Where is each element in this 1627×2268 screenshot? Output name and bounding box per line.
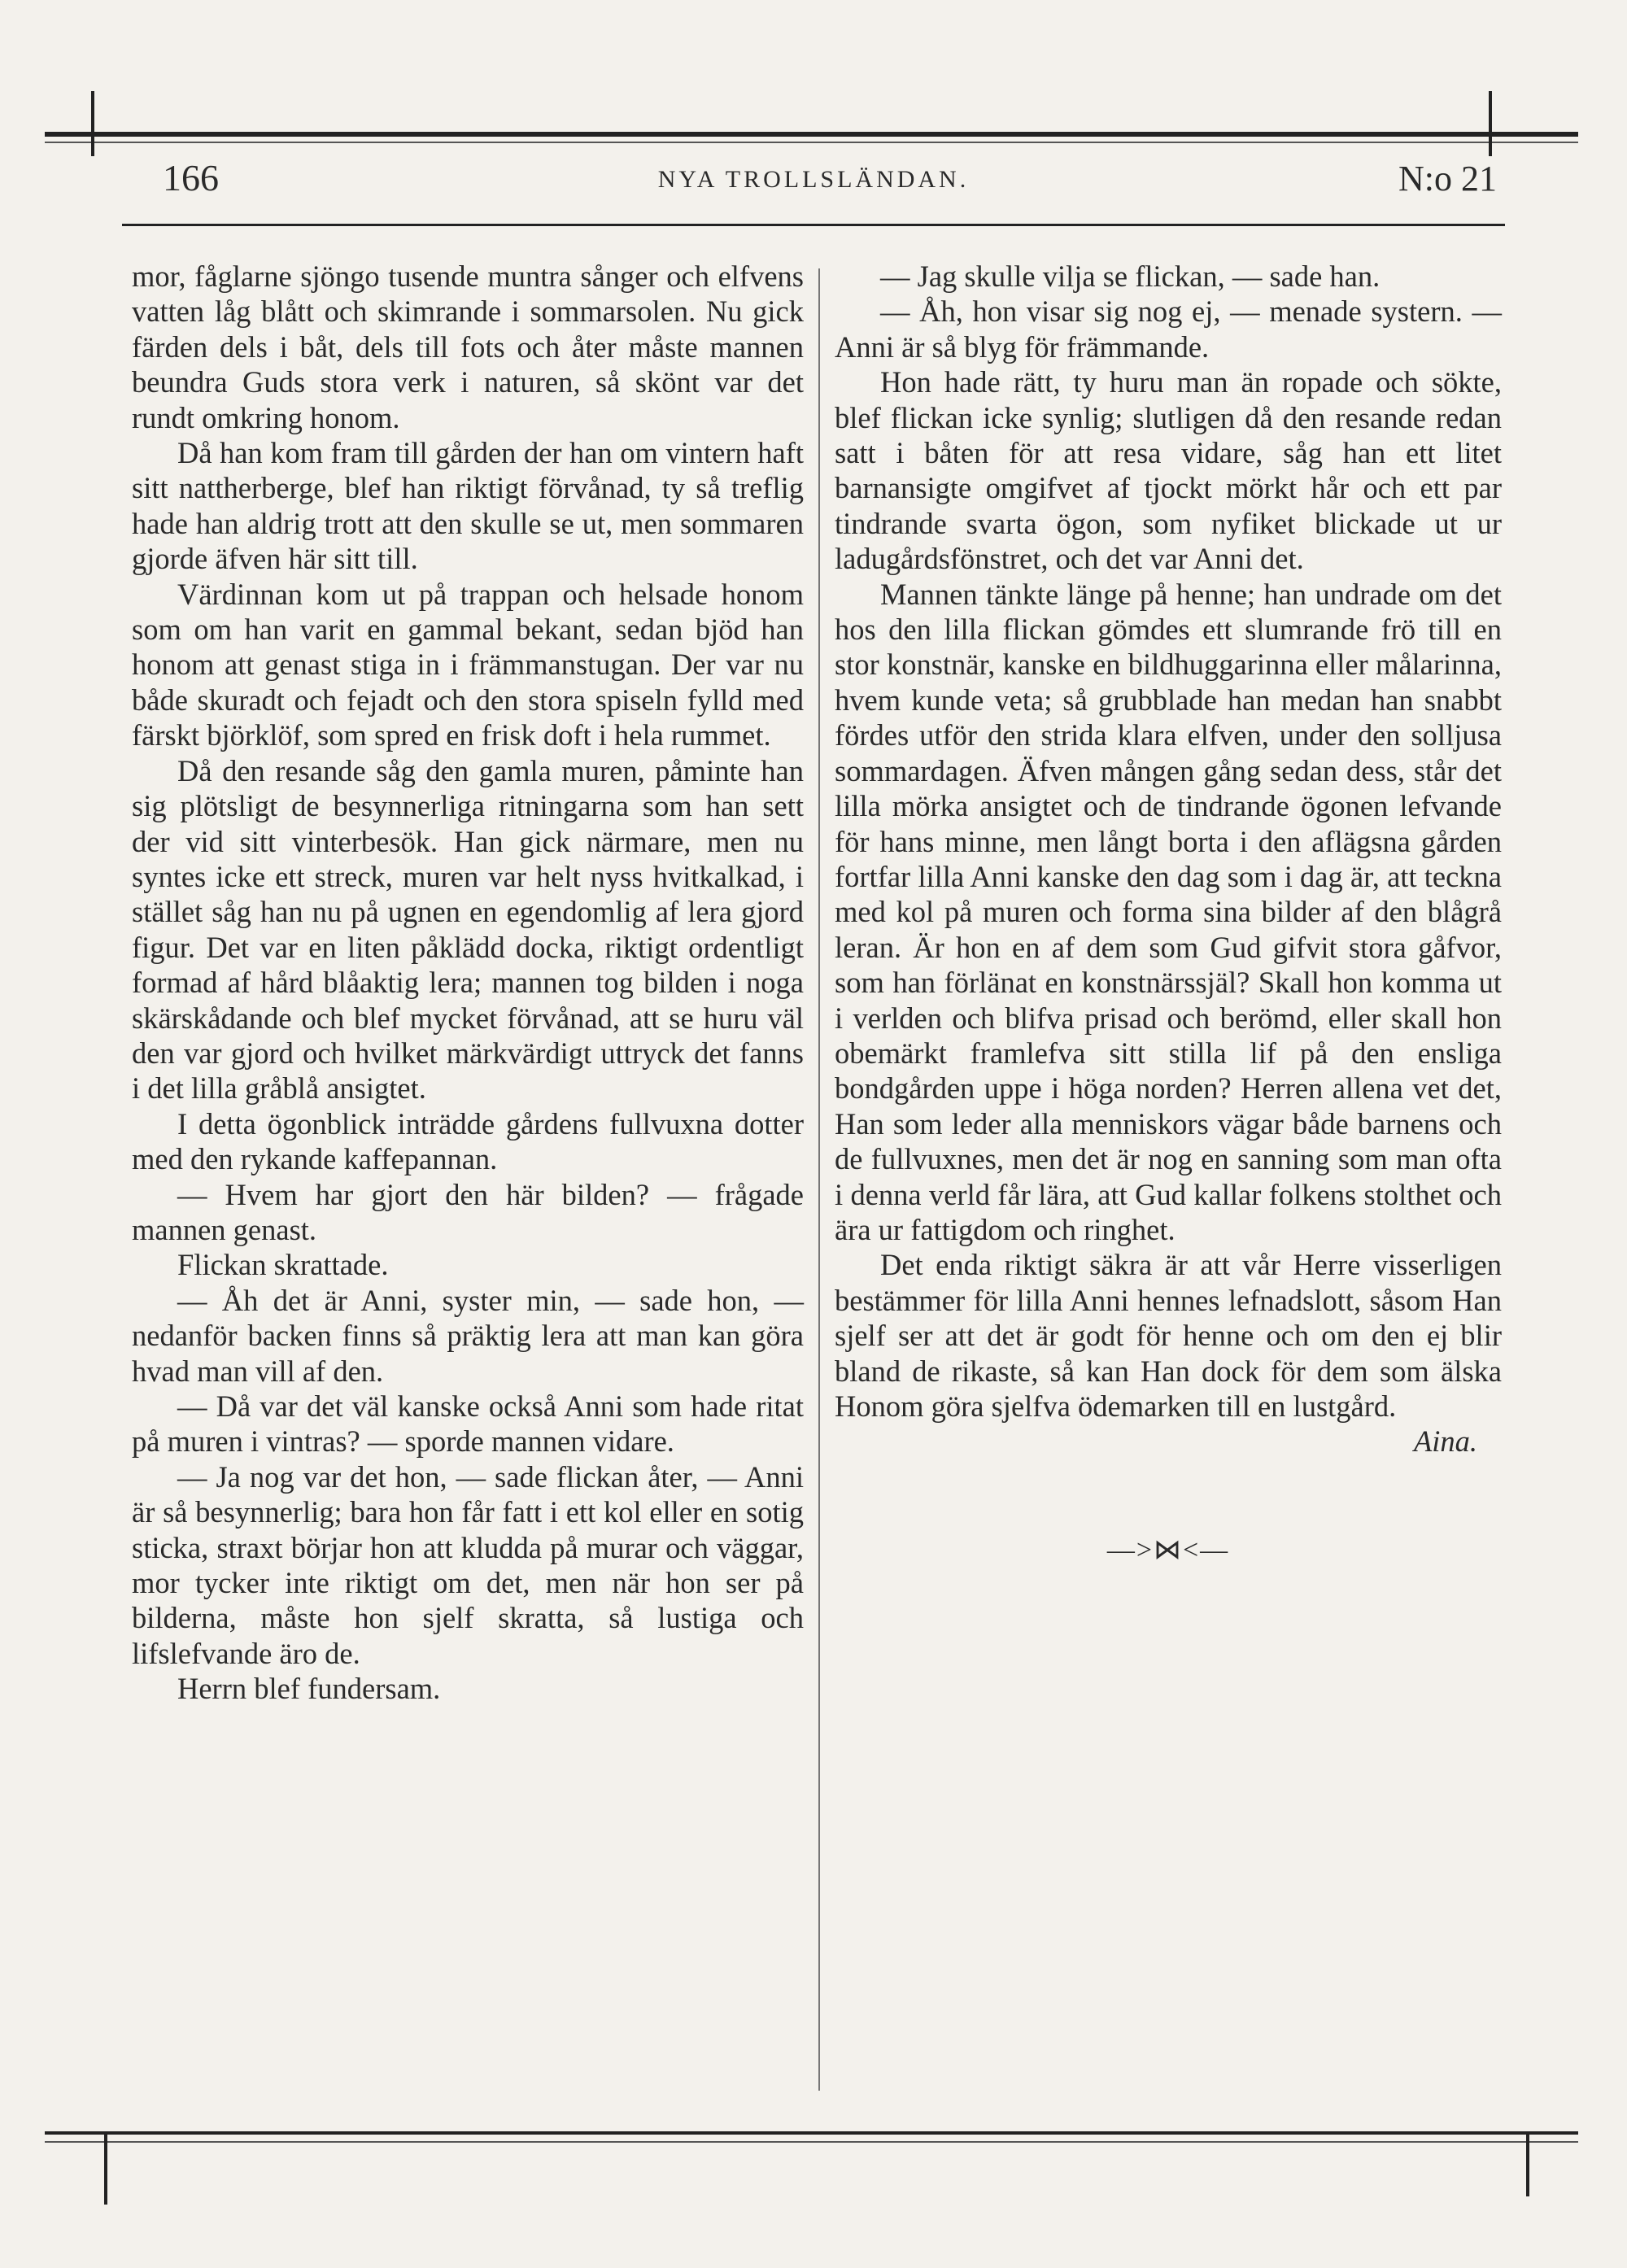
author-signature: Aina. xyxy=(1413,1424,1477,1459)
left-column xyxy=(132,259,804,1707)
paragraph: — Hvem har gjort den här bilden? — frågade mannen genast. xyxy=(132,1177,804,1246)
ornament-divider: —>⋈<— xyxy=(1106,1534,1230,1565)
paragraph: Då den resande såg den gamla muren, påminte han sig plötsligt de besynnerliga ritningarna som han sett der vid sitt vinterbesök. Han gick närmare, men nu syntes icke ett streck, muren var helt nyss hvitkalkad, i stället såg han nu på ugnen en egendomlig af lera gjord figur. Det var en liten påklädd docka, riktigt ordentligt formad af hård blåaktig lera; mannen tog bilden i noga skärskådande och blef mycket förvånad, att se huru väl den var gjord och hvilket märkvärdigt uttryck det fanns i det lilla gråblå ansigtet. xyxy=(132,753,804,1106)
paragraph: Mannen tänkte länge på henne; han undrade om det hos den lilla flickan gömdes ett slumrande frö till en stor konstnär, kanske en bildhuggarinna eller målarinna, hvem kunde veta; så grubblade han medan han snabbt fördes utför den strida klara elfven, under den solljusa sommardagen. Äfven mången gång sedan dess, står det lilla mörka ansigtet och de tindrande ögonen lefvande för hans minne, men långt borta i den aflägsna gården fortfar lilla Anni kanske den dag som i dag är, att teckna med kol på muren och forma sina bilder af den blågrå leran. Är hon en af dem som Gud gifvit stora gåfvor, som han förlänat en konstnärssjäl? Skall hon komma ut i verlden och blifva prisad och berömd, eller skall hon obemärkt framlefva sitt stilla lif på den ensliga bondgården uppe i höga norden? Herren allena vet det, Han som leder alla menniskors vägar både barnens och de fullvuxnes, men det är nog en sanning som man ofta i denna verld får lära, att Gud kallar folkens stolthet och ära ur fattigdom och ringhet. xyxy=(835,577,1502,1246)
paragraph: — Då var det väl kanske också Anni som hade ritat på muren i vintras? — sporde mannen vidare. xyxy=(132,1389,804,1459)
top-rule xyxy=(45,132,1578,137)
paragraph: Värdinnan kom ut på trappan och helsade honom som om han varit en gammal bekant, sedan bjöd han honom att genast stiga in i främmanstugan. Der var nu både skuradt och fejadt och den stora spiseln fylld med färskt björklöf, som spred en frisk doft i hela rummet. xyxy=(132,577,804,752)
paragraph: I detta ögonblick inträdde gårdens fullvuxna dotter med den rykande kaffepannan. xyxy=(132,1106,804,1176)
paragraph: mor, fåglarne sjöngo tusende muntra sånger och elfvens vatten låg blått och skimrande i sommarsolen. Nu gick färden dels i båt, dels till fots och åter måste mannen beundra Guds stora verk i naturen, så skönt var det rundt omkring honom. xyxy=(132,260,804,434)
frame-left-tick-bottom xyxy=(104,2131,107,2205)
column-divider xyxy=(818,268,820,2091)
page-header xyxy=(122,156,1505,213)
running-title: NYA TROLLSLÄNDAN. xyxy=(657,166,970,193)
paragraph: — Jag skulle vilja se flickan, — sade han. xyxy=(880,260,1381,293)
issue-number: N:o 21 xyxy=(1398,159,1497,198)
paragraph: — Åh det är Anni, syster min, — sade hon, — nedanför backen finns så präktig lera att man kan göra hvad man vill af den. xyxy=(132,1283,804,1388)
bottom-rule-thin xyxy=(45,2141,1578,2143)
header-rule xyxy=(122,224,1505,226)
top-rule-thin xyxy=(45,142,1578,143)
frame-right-tick-bottom xyxy=(1526,2131,1529,2196)
paragraph: Det enda riktigt säkra är att vår Herre visserligen bestämmer för lilla Anni hennes lefnadslott, såsom Han sjelf ser att det är godt för henne och om den ej blir bland de rikaste, så kan Han dock för dem som älska Honom göra sjelfva ödemarken till en lustgård. xyxy=(835,1248,1502,1423)
bottom-rule xyxy=(45,2131,1578,2135)
right-column xyxy=(835,259,1502,1568)
paragraph: Flickan skrattade. xyxy=(177,1248,389,1282)
paragraph: — Åh, hon visar sig nog ej, — menade systern. — Anni är så blyg för främmande. xyxy=(835,294,1502,364)
frame-right-tick xyxy=(1489,91,1492,156)
frame-left-tick xyxy=(91,91,94,156)
paragraph: Då han kom fram till gården der han om vintern haft sitt nattherberge, blef han riktigt förvånad, ty så treflig hade han aldrig trott att den skulle se ut, men sommaren gjorde äfven här sitt till. xyxy=(132,436,804,576)
paragraph: Herrn blef fundersam. xyxy=(177,1672,441,1706)
page-number: 166 xyxy=(163,157,219,198)
paragraph: Hon hade rätt, ty huru man än ropade och sökte, blef flickan icke synlig; slutligen då den resande redan satt i båten för att resa vidare, såg han ett litet barnansigte omgifvet af tjockt mörkt hår och ett par tindrande svarta ögon, som nyfiket blickade ut ur ladugårdsfönstret, och det var Anni det. xyxy=(835,365,1502,576)
paragraph: — Ja nog var det hon, — sade flickan åter, — Anni är så besynnerlig; bara hon får fatt i ett kol eller en sotig sticka, straxt börjar hon att kludda på murar och väggar, mor tycker inte riktigt om det, men när hon ser på bilderna, måste hon sjelf skratta, så lustiga och lifslefvande äro de. xyxy=(132,1459,804,1670)
